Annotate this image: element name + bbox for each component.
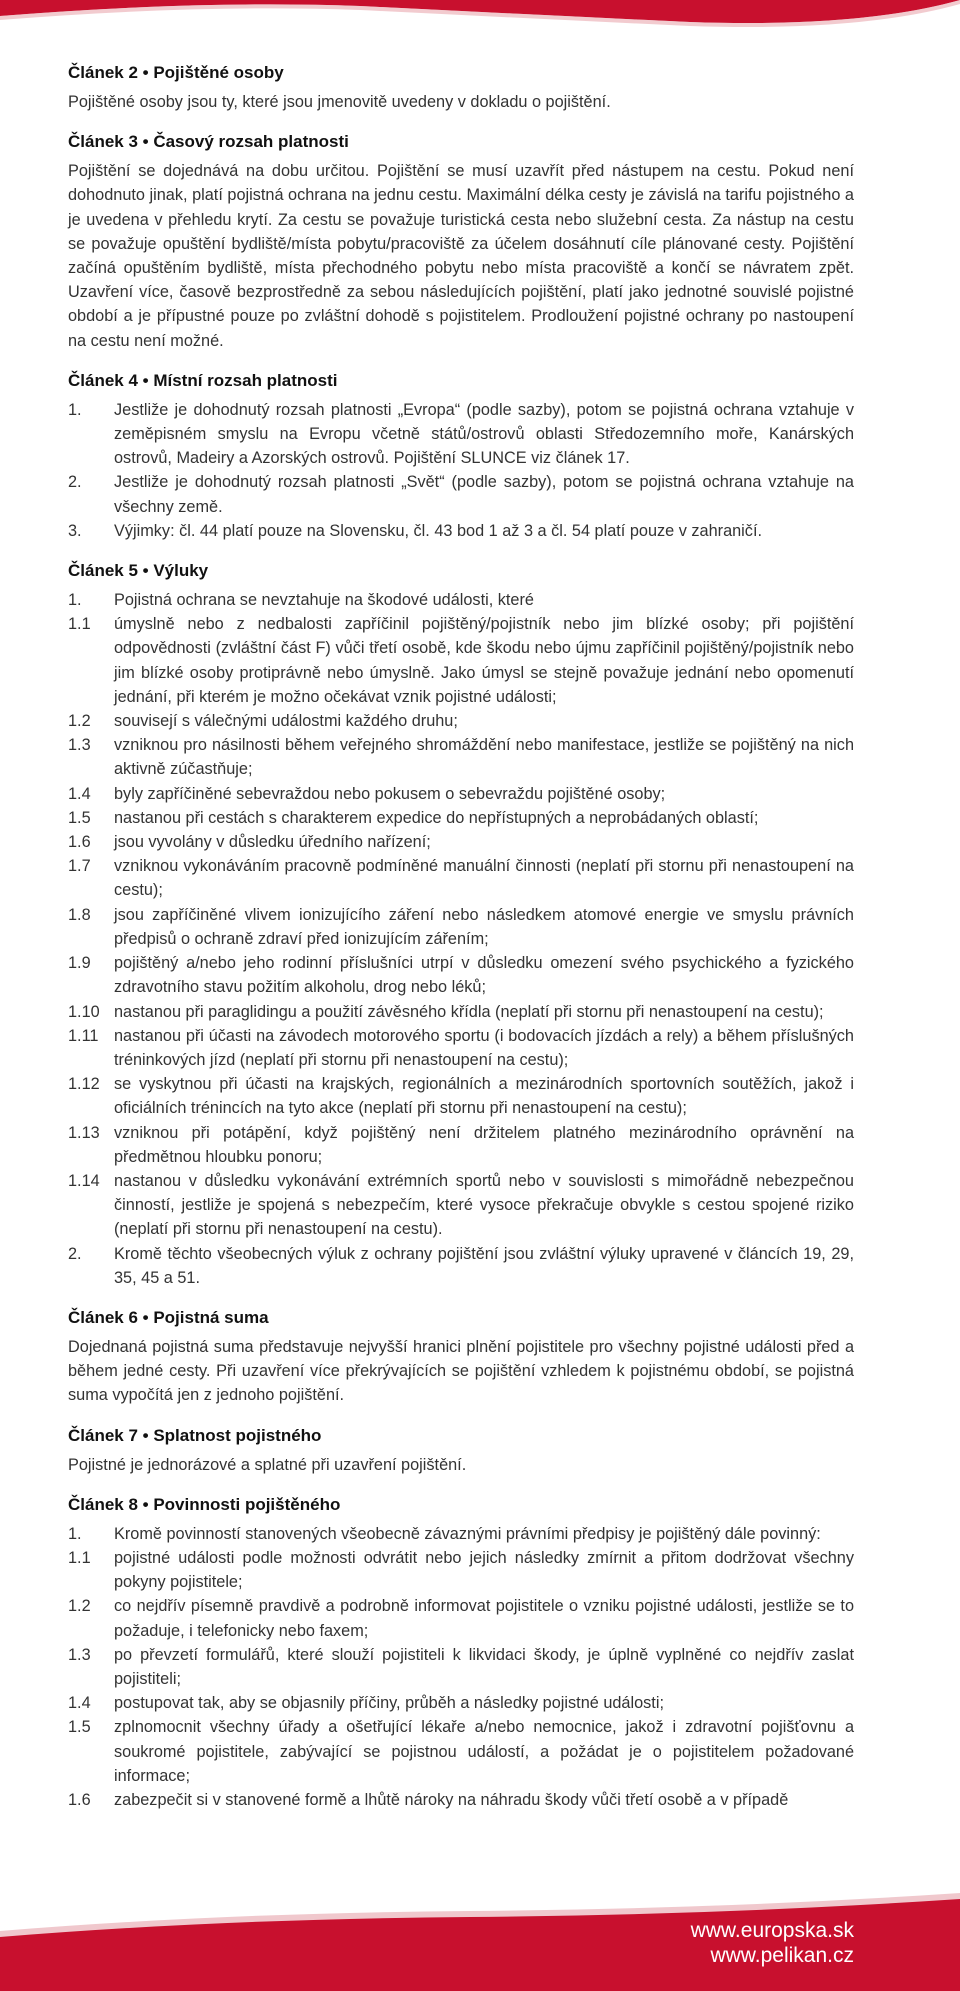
article-heading: Článek 6 • Pojistná suma <box>68 1307 269 1327</box>
list-item <box>68 1643 854 1691</box>
list-item-text: vzniknou vykonáváním pracovně podmíněné manuální činnosti (neplatí při stornu při nenastoupení na cestu); <box>114 857 854 900</box>
list-item-number: 1. <box>68 591 82 610</box>
list-item <box>68 951 854 999</box>
list-item <box>68 1522 854 1546</box>
list-item <box>68 733 854 781</box>
list-item-number: 1.5 <box>68 808 91 827</box>
list-item-text: vzniknou pro násilnosti během veřejného shromáždění nebo manifestace, jestliže se pojištěný na nich aktivně zúčastňuje; <box>114 736 854 779</box>
list-item <box>68 1715 854 1788</box>
list-item <box>68 1242 854 1290</box>
list-item-number: 2. <box>68 473 82 492</box>
list-item-text: Jestliže je dohodnutý rozsah platnosti „Svět“ (podle sazby), potom se pojistná ochrana vztahuje na všechny země. <box>114 473 854 516</box>
list-item <box>68 398 854 471</box>
article-paragraph: Pojistné je jednorázové a splatné při uzavření pojištění. <box>68 1455 467 1474</box>
list-item-number: 1.5 <box>68 1718 91 1737</box>
list-item-number: 1.2 <box>68 1597 91 1616</box>
list-item-text: zplnomocnit všechny úřady a ošetřující lékaře a/nebo nemocnice, jakož i zdravotní pojišťovnu a soukromé pojistitele, zabývající se pojistnou událostí, a požádat je o pojistitelem požadované informace; <box>114 1718 854 1785</box>
article-paragraph: Dojednaná pojistná suma představuje nejvyšší hranici plnění pojistitele pro všechny pojistné události před a během jedné cesty. Při uzavření více překrývajících se pojištění vzhledem k pojistnému období, se pojistná suma vypočítá jen z jednoho pojištění. <box>68 1337 854 1405</box>
list-item <box>68 1788 854 1812</box>
list-item-text: pojistné události podle možnosti odvrátit nebo jejich následky zmírnit a přitom dodržovat všechny pokyny pojistitele; <box>114 1548 854 1592</box>
list-item-number: 1.8 <box>68 905 91 924</box>
list-item-number: 1.14 <box>68 1171 100 1190</box>
list-item-text: souvisejí s válečnými událostmi každého druhu; <box>114 712 458 731</box>
list-item <box>68 1169 854 1242</box>
list-item-text: Pojistná ochrana se nevztahuje na škodové události, které <box>114 591 534 610</box>
document-body <box>68 62 854 1829</box>
list-item-number: 1.7 <box>68 857 91 876</box>
list-item <box>68 709 854 733</box>
article-paragraph: Pojištěné osoby jsou ty, které jsou jmenovitě uvedeny v dokladu o pojištění. <box>68 93 611 111</box>
list-item-text: pojištěný a/nebo jeho rodinní příslušníci utrpí v důsledku omezení svého psychického a fyzického zdravotního stavu požitím alkoholu, drog nebo léků; <box>114 954 854 997</box>
list-item-number: 1.1 <box>68 1548 91 1567</box>
list-item-number: 1.4 <box>68 1694 91 1713</box>
list-item-number: 1. <box>68 1524 82 1543</box>
article-section <box>68 1307 854 1408</box>
list-item-text: nastanou při cestách s charakterem expedice do nepřístupných a neprobádaných oblastí; <box>114 808 759 827</box>
list-item <box>68 1121 854 1169</box>
top-red-wave <box>0 0 960 40</box>
list-item-number: 1.10 <box>68 1002 100 1021</box>
list-item-text: po převzetí formulářů, které slouží pojistiteli k likvidaci škody, je úplně vyplněné co nejdřív zaslat pojistiteli; <box>114 1645 854 1688</box>
list-item <box>68 1072 854 1120</box>
footer-link-europska[interactable]: www.europska.sk <box>690 1919 854 1942</box>
article-section <box>68 1425 854 1477</box>
list-item-text: nastanou při účasti na závodech motorového sportu (i bodovacích jízdách a rely) a během příslušných tréninkových jízd (neplatí při stornu při nenastoupení na cestu); <box>114 1026 854 1069</box>
list-item <box>68 806 854 830</box>
footer-link-pelikan[interactable]: www.pelikan.cz <box>710 1944 854 1967</box>
list-item <box>68 1691 854 1715</box>
list-item <box>68 1024 854 1072</box>
list-item-text: postupovat tak, aby se objasnily příčiny, průběh a následky pojistné události; <box>114 1694 664 1713</box>
list-item-number: 1.11 <box>68 1026 99 1045</box>
list-item <box>68 854 854 902</box>
list-item-number: 1.3 <box>68 736 91 755</box>
list-item-text: se vyskytnou při účasti na krajských, regionálních a mezinárodních sportovních soutěžích, jakož i oficiálních trénincích na tyto akce (neplatí při stornu při nenastoupení na cestu); <box>114 1075 854 1118</box>
list-item-number: 1.4 <box>68 784 91 803</box>
list-item-text: jsou zapříčiněné vlivem ionizujícího záření nebo následkem atomové energie ve smyslu právních předpisů o ochraně zdraví před ionizujícím zářením; <box>114 905 854 948</box>
list-item-number: 1.6 <box>68 1790 91 1809</box>
list-item-text: Jestliže je dohodnutý rozsah platnosti „Evropa“ (podle sazby), potom se pojistná ochrana vztahuje v zeměpisném smyslu na Evropu včetně států/ostrovů oblasti Středozemního moře, Kanárských ostrovů, Madeiry a Azorských ostrovů. Pojištění SLUNCE viz článek 17. <box>114 400 854 468</box>
article-heading: Článek 2 • Pojištěné osoby <box>68 63 284 82</box>
article-section <box>68 1494 854 1812</box>
list-item-text: jsou vyvolány v důsledku úředního nařízení; <box>114 833 431 852</box>
list-item <box>68 1000 854 1024</box>
list-item-text: Výjimky: čl. 44 platí pouze na Slovensku, čl. 43 bod 1 až 3 a čl. 54 platí pouze v zahraničí. <box>114 521 762 540</box>
list-item-text: zabezpečit si v stanovené formě a lhůtě nároky na náhradu škody vůči třetí osobě a v případě <box>114 1790 789 1809</box>
list-item <box>68 782 854 806</box>
article-section <box>68 560 854 1290</box>
article-heading: Článek 8 • Povinnosti pojištěného <box>68 1494 341 1514</box>
list-item <box>68 1546 854 1594</box>
list-item-text: Kromě těchto všeobecných výluk z ochrany pojištění jsou zvláštní výluky upravené v článcích 19, 29, 35, 45 a 51. <box>114 1244 854 1287</box>
list-item-number: 1.3 <box>68 1645 91 1664</box>
list-item <box>68 903 854 951</box>
list-item-text: nastanou při paraglidingu a použití závěsného křídla (neplatí při stornu při nenastoupení na cestu); <box>114 1002 824 1021</box>
list-item-text: úmyslně nebo z nedbalosti zapříčinil pojištěný/pojistník nebo jim blízké osoby; při pojištění odpovědnosti (zvláštní část F) vůči třetí osobě, kde škodu nebo újmu zapříčinil pojištěný/pojistník nebo jim blízké osoby protiprávně nebo úmyslně. Jako úmysl se stejně považuje jednání nebo opomenutí jednání, při kterém je možno očekávat vznik pojistné události; <box>114 615 854 706</box>
list-item <box>68 470 854 518</box>
article-section <box>68 62 854 114</box>
list-item <box>68 612 854 709</box>
article-heading: Článek 5 • Výluky <box>68 561 209 581</box>
article-heading: Článek 7 • Splatnost pojistného <box>68 1425 322 1445</box>
list-item-text: vzniknou při potápění, když pojištěný není držitelem platného mezinárodního oprávnění na předmětnou hloubku ponoru; <box>114 1123 854 1166</box>
list-item <box>68 588 854 612</box>
article-section <box>68 131 854 353</box>
list-item-number: 1.6 <box>68 833 91 852</box>
list-item-text: nastanou v důsledku vykonávání extrémních sportů nebo v souvislosti s mimořádně nebezpečnou činností, jestliže je spojená s nebezpečím, které vysoce překračuje obvykle s cestou spojené riziko (neplatí při stornu při nenastoupení na cestu). <box>114 1171 854 1239</box>
list-item <box>68 1594 854 1642</box>
list-item <box>68 830 854 854</box>
list-item <box>68 519 854 543</box>
list-item-number: 1. <box>68 400 82 419</box>
article-paragraph: Pojištění se dojednává na dobu určitou. Pojištění se musí uzavřít před nástupem na cestu. Pokud není dohodnuto jinak, platí pojistná ochrana na jednu cestu. Maximální délka cesty je závislá na tarifu pojistného a je uvedena v přehledu krytí. Za cestu se považuje turistická cesta nebo služební cesta. Za nástup na cestu se považuje opuštění bydliště/místa pobytu/pracoviště za účelem dosáhnutí cíle plánované cesty. Pojištění začíná opuštěním bydliště, místa přechodného pobytu nebo místa pracoviště a končí se návratem zpět. Uzavření více, časově bezprostředně za sebou následujících pojištění, platí jako jednotné souvislé pojistné období a je přípustné pouze po zvláštní dohodě s pojistitelem. Prodloužení pojistné ochrany po nastoupení na cestu není možné. <box>68 162 854 350</box>
list-item-number: 1.2 <box>68 712 91 731</box>
list-item-number: 1.13 <box>68 1123 100 1142</box>
article-section <box>68 370 854 543</box>
list-item-text: co nejdřív písemně pravdivě a podrobně informovat pojistitele o vzniku pojistné události, jestliže se to požaduje, i telefonicky nebo faxem; <box>114 1597 854 1640</box>
list-item-number: 1.1 <box>68 615 91 634</box>
list-item-text: Kromě povinností stanovených všeobecně závaznými právními předpisy je pojištěný dále povinný: <box>114 1524 821 1543</box>
list-item-number: 1.12 <box>68 1075 100 1094</box>
article-heading: Článek 4 • Místní rozsah platnosti <box>68 370 338 390</box>
list-item-text: byly zapříčiněné sebevraždou nebo pokusem o sebevraždu pojištěné osoby; <box>114 784 666 803</box>
list-item-number: 3. <box>68 521 82 540</box>
list-item-number: 2. <box>68 1244 82 1263</box>
footer-links <box>691 1918 854 1968</box>
list-item-number: 1.9 <box>68 954 91 973</box>
article-heading: Článek 3 • Časový rozsah platnosti <box>68 132 349 152</box>
